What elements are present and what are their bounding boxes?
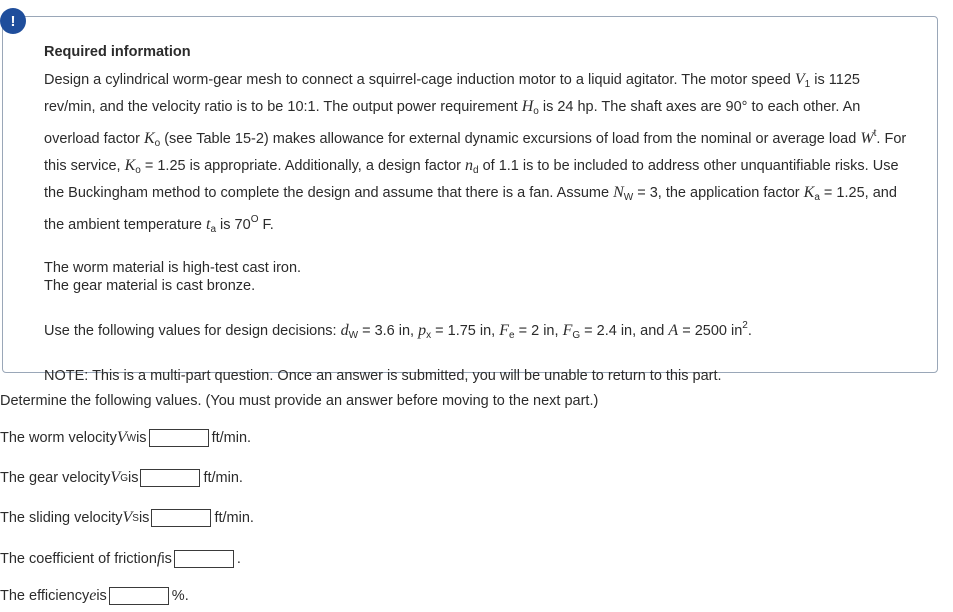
var-h: H (521, 98, 534, 115)
var-k: K (803, 184, 815, 201)
sub-1: 1 (804, 79, 811, 90)
label: is (96, 588, 107, 604)
text: of 1.1 is to be included to address other unquantifiable risks. Use the Buckingham method to complete the design and assume that there is a fan. Assume (44, 158, 899, 201)
text: = 1.25 is appropriate. Additionally, a design factor (140, 158, 465, 174)
text: Design a cylindrical worm-gear mesh to connect a squirrel-cage induction motor to a liquid agitator. The motor speed (44, 72, 795, 88)
text: (see Table 15-2) makes allowance for external dynamic excursions of load from the nominal or average load (160, 131, 861, 147)
degree-sup: O (250, 214, 259, 225)
text: = 3.6 in, (358, 323, 419, 339)
label: The worm velocity (0, 430, 117, 446)
required-information-box (2, 16, 938, 384)
label: is (161, 551, 172, 567)
design-values (44, 315, 914, 347)
alert-symbol: ! (10, 12, 16, 30)
var-d: d (340, 322, 349, 339)
unit-label: ft/min. (203, 470, 243, 486)
sub-w: W (126, 432, 137, 444)
efficiency-input[interactable] (109, 587, 169, 605)
var-e: e (89, 587, 97, 604)
multipart-note: NOTE: This is a multi-part question. Once an answer is submitted, you will be unable to return to this part. (44, 368, 722, 384)
var-t: t (206, 216, 211, 233)
sub-o: o (533, 106, 539, 117)
sliding-velocity-row (0, 509, 254, 527)
sub-d: d (473, 165, 479, 176)
label: is (138, 510, 150, 526)
unit-label: ft/min. (211, 430, 252, 446)
exclamation-icon (0, 8, 26, 34)
sub-w: W (623, 192, 634, 203)
text: = 1.25, and the ambient temperature (44, 185, 897, 233)
label: The sliding velocity (0, 510, 123, 526)
worm-velocity-input[interactable] (149, 429, 209, 447)
text: = 3, the application factor (633, 185, 804, 201)
sub-a: a (814, 192, 820, 203)
text: F. (258, 217, 274, 233)
label: The coefficient of friction (0, 551, 157, 567)
var-n: n (465, 157, 473, 174)
text: is 24 hp. The shaft axes are 90° to each other. An overload factor (44, 99, 861, 147)
sub-g: G (572, 330, 581, 341)
gear-material: The gear material is cast bronze. (44, 278, 256, 294)
info-title: Required information (44, 44, 191, 60)
text: . (747, 323, 752, 339)
sub-x: x (426, 330, 432, 341)
sub-w: W (348, 330, 359, 341)
friction-coefficient-input[interactable] (174, 550, 234, 568)
var-v: V (110, 469, 121, 486)
sub-o: o (135, 165, 141, 176)
worm-material: The worm material is high-test cast iron. (44, 260, 302, 276)
friction-coefficient-row (0, 550, 241, 568)
text: = 2500 in (678, 323, 743, 339)
text: is 70 (216, 217, 251, 233)
text: . For this service, (44, 131, 907, 174)
var-f: F (499, 322, 510, 339)
sup-t: t (873, 128, 877, 139)
var-k: K (124, 157, 136, 174)
unit-label: ft/min. (214, 510, 254, 526)
sliding-velocity-input[interactable] (151, 509, 211, 527)
spacer (44, 241, 914, 259)
label: The gear velocity (0, 470, 111, 486)
var-v: V (794, 71, 805, 88)
sub-s: S (132, 512, 139, 524)
efficiency-row (0, 587, 189, 605)
sub-a: a (210, 224, 217, 235)
worm-velocity-row (0, 429, 251, 447)
text: = 1.75 in, (431, 323, 500, 339)
text: Use the following values for design decisions: (44, 323, 341, 339)
var-f: f (156, 550, 162, 567)
unit-label: . (236, 551, 241, 567)
var-n: N (613, 184, 624, 201)
var-v: V (122, 509, 133, 526)
spacer (44, 295, 914, 315)
sub-o: o (154, 138, 161, 149)
gear-velocity-row (0, 469, 243, 487)
text: = 2 in, (514, 323, 563, 339)
unit-label: %. (171, 588, 189, 604)
question-prompt: Determine the following values. (You must provide an answer before moving to the next part.) (0, 393, 599, 409)
var-k: K (143, 130, 155, 147)
label: The efficiency (0, 588, 90, 604)
var-p: p (418, 322, 427, 339)
info-content (44, 41, 914, 387)
gear-velocity-input[interactable] (140, 469, 200, 487)
var-v: V (116, 429, 127, 446)
var-a: A (668, 322, 679, 339)
label: is (127, 470, 139, 486)
problem-statement (44, 69, 914, 241)
sub-e: e (509, 330, 515, 341)
sub-g: G (120, 472, 128, 484)
squared-sup: 2 (742, 320, 748, 331)
var-w: W (860, 130, 874, 147)
text: is 1125 rev/min, and the velocity ratio is to be 10:1. The output power requirement (44, 72, 860, 115)
text: = 2.4 in, and (580, 323, 669, 339)
var-f: F (562, 322, 573, 339)
label: is (136, 430, 147, 446)
